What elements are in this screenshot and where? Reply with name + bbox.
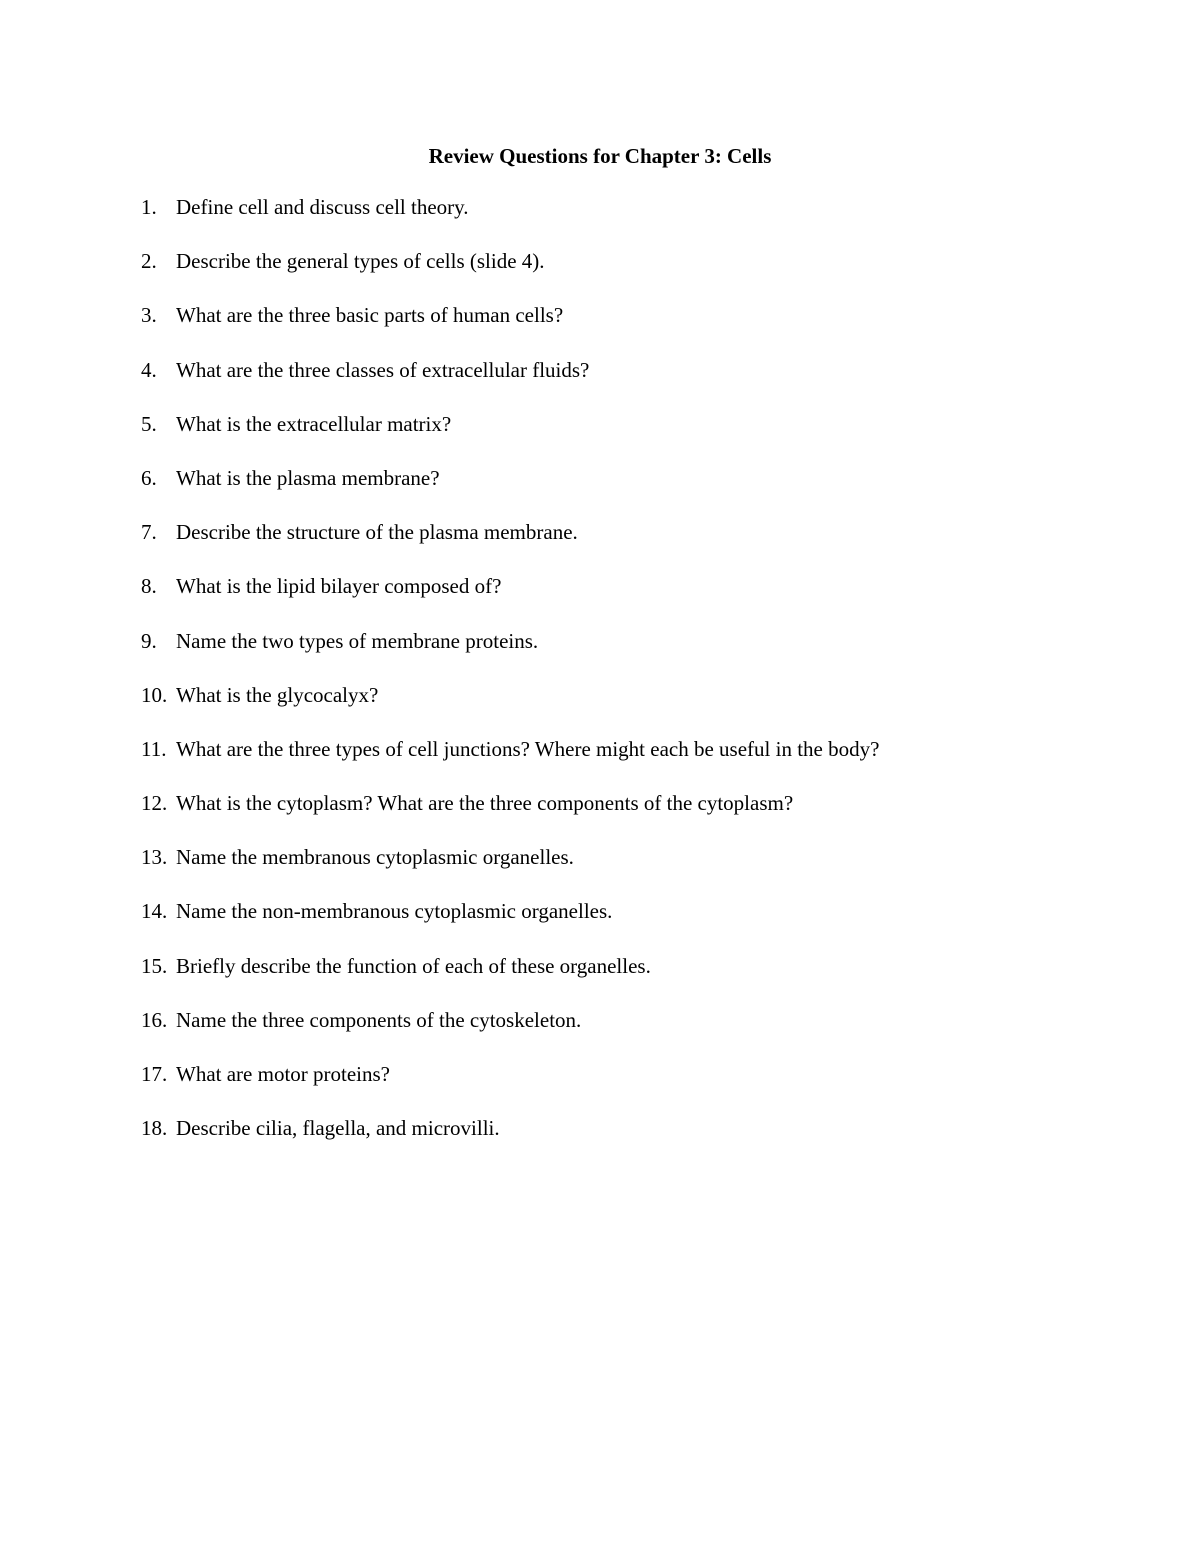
question-item — [141, 409, 1121, 463]
question-number: 10. — [141, 682, 168, 707]
question-text: Name the three components of the cytoskeleton. — [176, 1007, 582, 1032]
question-item — [141, 734, 1121, 788]
question-item — [141, 517, 1121, 571]
question-item — [141, 192, 1121, 246]
question-text: Name the two types of membrane proteins. — [176, 628, 539, 653]
question-item — [141, 355, 1121, 409]
question-item — [141, 300, 1121, 354]
question-text: Describe the general types of cells (slide 4). — [176, 249, 545, 274]
question-text: Describe the structure of the plasma membrane. — [176, 520, 578, 545]
question-text: What is the lipid bilayer composed of? — [176, 574, 502, 599]
question-item — [141, 246, 1121, 300]
question-item — [141, 842, 1121, 896]
question-number: 1. — [141, 195, 157, 219]
question-number: 7. — [141, 520, 157, 545]
question-item — [141, 680, 1121, 734]
question-number: 14. — [141, 899, 168, 924]
question-item — [141, 463, 1121, 517]
question-item — [141, 1005, 1121, 1059]
question-item — [141, 571, 1121, 625]
question-list — [141, 192, 1121, 1167]
question-text: What are the three basic parts of human cells? — [176, 303, 564, 328]
question-text: Describe cilia, flagella, and microvilli. — [176, 1116, 500, 1141]
question-item — [141, 896, 1121, 950]
question-text: Briefly describe the function of each of these organelles. — [176, 953, 651, 978]
question-item — [141, 1059, 1121, 1113]
question-item — [141, 951, 1121, 1005]
question-number: 9. — [141, 628, 157, 653]
question-text: What are motor proteins? — [176, 1062, 390, 1086]
question-number: 12. — [141, 791, 168, 816]
question-item — [141, 1113, 1121, 1167]
question-text: Name the membranous cytoplasmic organelles. — [176, 845, 574, 870]
question-number: 11. — [141, 736, 167, 761]
question-number: 15. — [141, 953, 168, 978]
question-text: Define cell and discuss cell theory. — [176, 195, 469, 219]
question-text: What is the cytoplasm? What are the three components of the cytoplasm? — [176, 791, 794, 816]
question-number: 13. — [141, 845, 168, 870]
question-number: 16. — [141, 1007, 168, 1032]
question-text: What are the three types of cell junctions? Where might each be useful in the body? — [176, 736, 880, 761]
question-text: What are the three classes of extracellular fluids? — [176, 357, 590, 382]
question-item — [141, 788, 1121, 842]
question-number: 18. — [141, 1116, 168, 1141]
question-text: What is the plasma membrane? — [176, 465, 440, 490]
question-item — [141, 626, 1121, 680]
question-number: 3. — [141, 303, 157, 328]
question-number: 4. — [141, 357, 157, 382]
question-text: Name the non-membranous cytoplasmic organelles. — [176, 899, 613, 924]
question-number: 17. — [141, 1062, 168, 1086]
document-title: Review Questions for Chapter 3: Cells — [428, 144, 772, 168]
question-number: 5. — [141, 411, 157, 436]
question-number: 8. — [141, 574, 157, 599]
question-number: 6. — [141, 465, 157, 490]
question-number: 2. — [141, 249, 157, 274]
question-text: What is the glycocalyx? — [176, 682, 379, 707]
question-text: What is the extracellular matrix? — [176, 411, 452, 436]
